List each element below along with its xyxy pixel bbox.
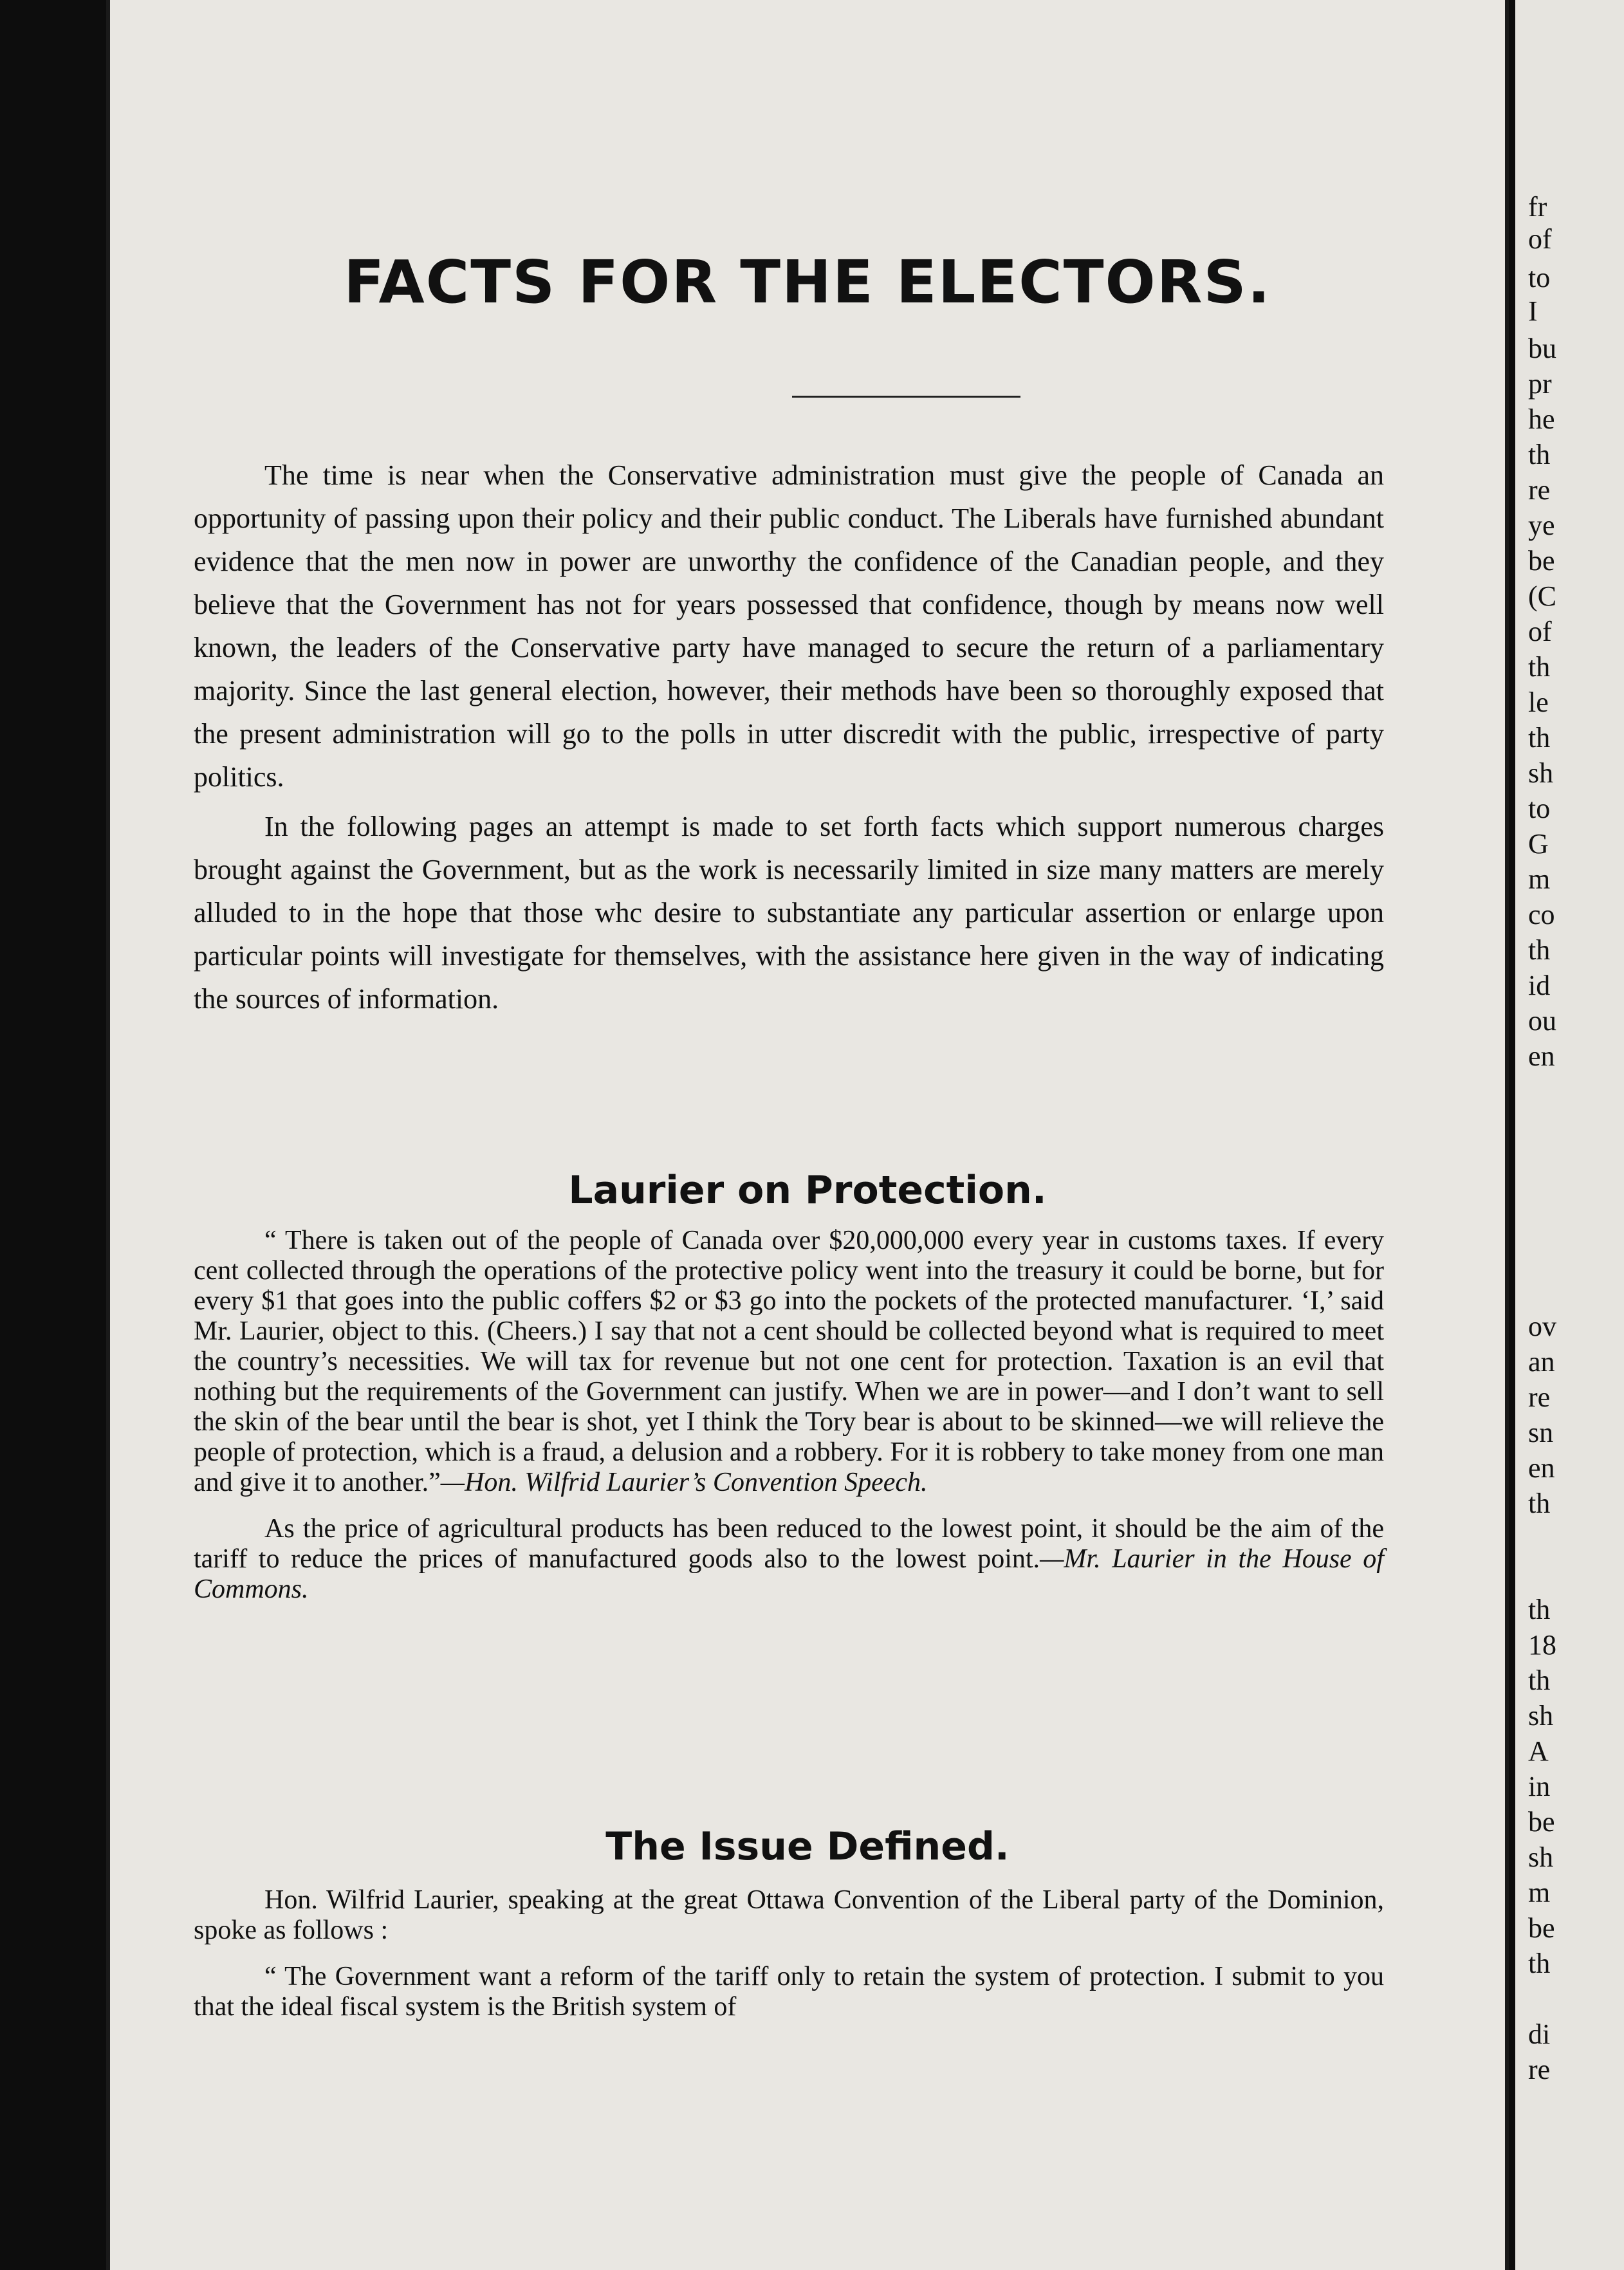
facing-page-fragment: fr (1528, 191, 1547, 223)
facing-page-fragment: re (1528, 474, 1551, 506)
facing-page-fragment: an (1528, 1346, 1555, 1378)
facing-page-fragment: 18 (1528, 1629, 1556, 1661)
facing-page-fragment: of (1528, 616, 1552, 647)
page-title: FACTS FOR THE ELECTORS. (344, 248, 1271, 317)
facing-page-fragment: A (1528, 1735, 1549, 1767)
facing-page-fragment: th (1528, 1488, 1551, 1519)
facing-page-fragment: of (1528, 223, 1552, 255)
facing-page-fragment: in (1528, 1771, 1551, 1802)
facing-page-fragment: re (1528, 1381, 1551, 1413)
facing-page-fragment: pr (1528, 368, 1552, 400)
facing-page-fragment: sh (1528, 1841, 1554, 1873)
facing-page-fragment: be (1528, 1912, 1555, 1944)
facing-page-fragment: m (1528, 863, 1551, 895)
intro-paragraph-1: The time is near when the Conservative administration must give the people of Canada an opportunity of passing upon their policy and their public conduct. The Liberals have furnished abundant evidence that the men now in power are unworthy the confidence of the Canadian people, and they believe that the Government has not for years possessed that confidence, though by means now well known, the leaders of the Conservative party have managed to secure the return of a parliamentary majority. Since the last general election, however, their methods have been so thoroughly exposed that the present administration will go to the polls in utter discredit with the public, irrespective of party politics. (194, 459, 1384, 793)
intro-paragraph-2: In the following pages an attempt is made to set forth facts which support numerous charges brought against the Government, but as the work is necessarily limited in size many matters are merely alluded to in the hope that those whc desire to substantiate any particular assertion or enlarge upon particular points will investigate for themselves, with the assistance here given in the way of indicating the sources of information. (194, 811, 1384, 1015)
facing-page-fragment: ye (1528, 510, 1555, 541)
facing-page-fragment: th (1528, 934, 1551, 966)
facing-page-fragment: he (1528, 403, 1555, 435)
intro-block (194, 454, 1384, 1020)
document-page (106, 0, 1509, 2270)
section1-body (194, 1226, 1384, 1605)
agricultural-prices-paragraph (194, 1514, 1384, 1605)
facing-page-fragment: m (1528, 1877, 1551, 1908)
laurier-quote-paragraph (194, 1226, 1384, 1498)
facing-page-fragment: sh (1528, 1700, 1554, 1731)
section-heading-the-issue-defined: The Issue Defined. (605, 1824, 1010, 1869)
facing-page-fragment: be (1528, 545, 1555, 577)
facing-page-fragment: le (1528, 687, 1549, 718)
facing-page-fragment: ou (1528, 1005, 1556, 1037)
facing-page-fragment: I (1528, 295, 1538, 327)
issue-defined-paragraph-1: Hon. Wilfrid Laurier, speaking at the great Ottawa Convention of the Liberal party of the Dominion, spoke as follows : (194, 1885, 1384, 1945)
section2-body (194, 1885, 1384, 2022)
facing-page-edge (1515, 0, 1624, 2270)
facing-page-fragment: th (1528, 722, 1551, 753)
facing-page-fragment: to (1528, 793, 1551, 824)
facing-page-fragment: be (1528, 1806, 1555, 1838)
facing-page-fragment: (C (1528, 580, 1556, 612)
facing-page-fragment: id (1528, 970, 1551, 1001)
facing-page-fragment: en (1528, 1452, 1555, 1484)
facing-page-fragment: co (1528, 899, 1555, 930)
facing-page-fragment: ov (1528, 1311, 1556, 1342)
facing-page-fragment: re (1528, 2054, 1551, 2085)
section-heading-laurier-on-protection: Laurier on Protection. (568, 1168, 1047, 1213)
laurier-quote-attribution: —Hon. Wilfrid Laurier’s Convention Speech. (440, 1468, 928, 1497)
laurier-quote: “ There is taken out of the people of Canada over $20,000,000 every year in customs taxes. If every cent collected through the operations of the protective policy went into the treasury it could be borne, but for every $1 that goes into the public coffers $2 or $3 go into the pockets of the protected manufacturer. ‘I,’ said Mr. Laurier, object to this. (Cheers.) I say that not a cent should be collected beyond what is required to meet the country’s necessities. We will tax for revenue but not one cent for protection. Taxation is an evil that nothing but the requirements of the Government can justify. When we are in power—and I don’t want to sell the skin of the bear until the bear is shot, yet I think the Tory bear is about to be skinned—we will relieve the people of protection, which is a fraud, a delusion and a robbery. For it is robbery to take money from one man and give it to another.” (194, 1226, 1384, 1497)
facing-page-fragment: en (1528, 1040, 1555, 1072)
facing-page-fragment: th (1528, 1948, 1551, 1979)
facing-page-fragment: th (1528, 651, 1551, 683)
facing-page-fragment: to (1528, 262, 1551, 293)
facing-page-fragment: bu (1528, 333, 1556, 364)
facing-page-fragment: th (1528, 1594, 1551, 1625)
facing-page-fragment: th (1528, 1665, 1551, 1696)
facing-page-fragment: sh (1528, 757, 1554, 789)
title-divider (792, 396, 1020, 398)
issue-defined-paragraph-2: “ The Government want a reform of the tariff only to retain the system of protection. I submit to you that the ideal fiscal system is the British system of (194, 1962, 1384, 2022)
facing-page-fragment: sn (1528, 1417, 1554, 1448)
agricultural-prices-attribution: —Mr. Laurier in the House of Commons. (194, 1544, 1384, 1604)
agricultural-prices-text: As the price of agricultural products has been reduced to the lowest point, it should be the aim of the tariff to reduce the prices of manufactured goods also to the lowest point. (194, 1514, 1384, 1574)
facing-page-fragment: th (1528, 439, 1551, 470)
facing-page-fragment: di (1528, 2018, 1551, 2050)
facing-page-fragment: G (1528, 828, 1549, 860)
